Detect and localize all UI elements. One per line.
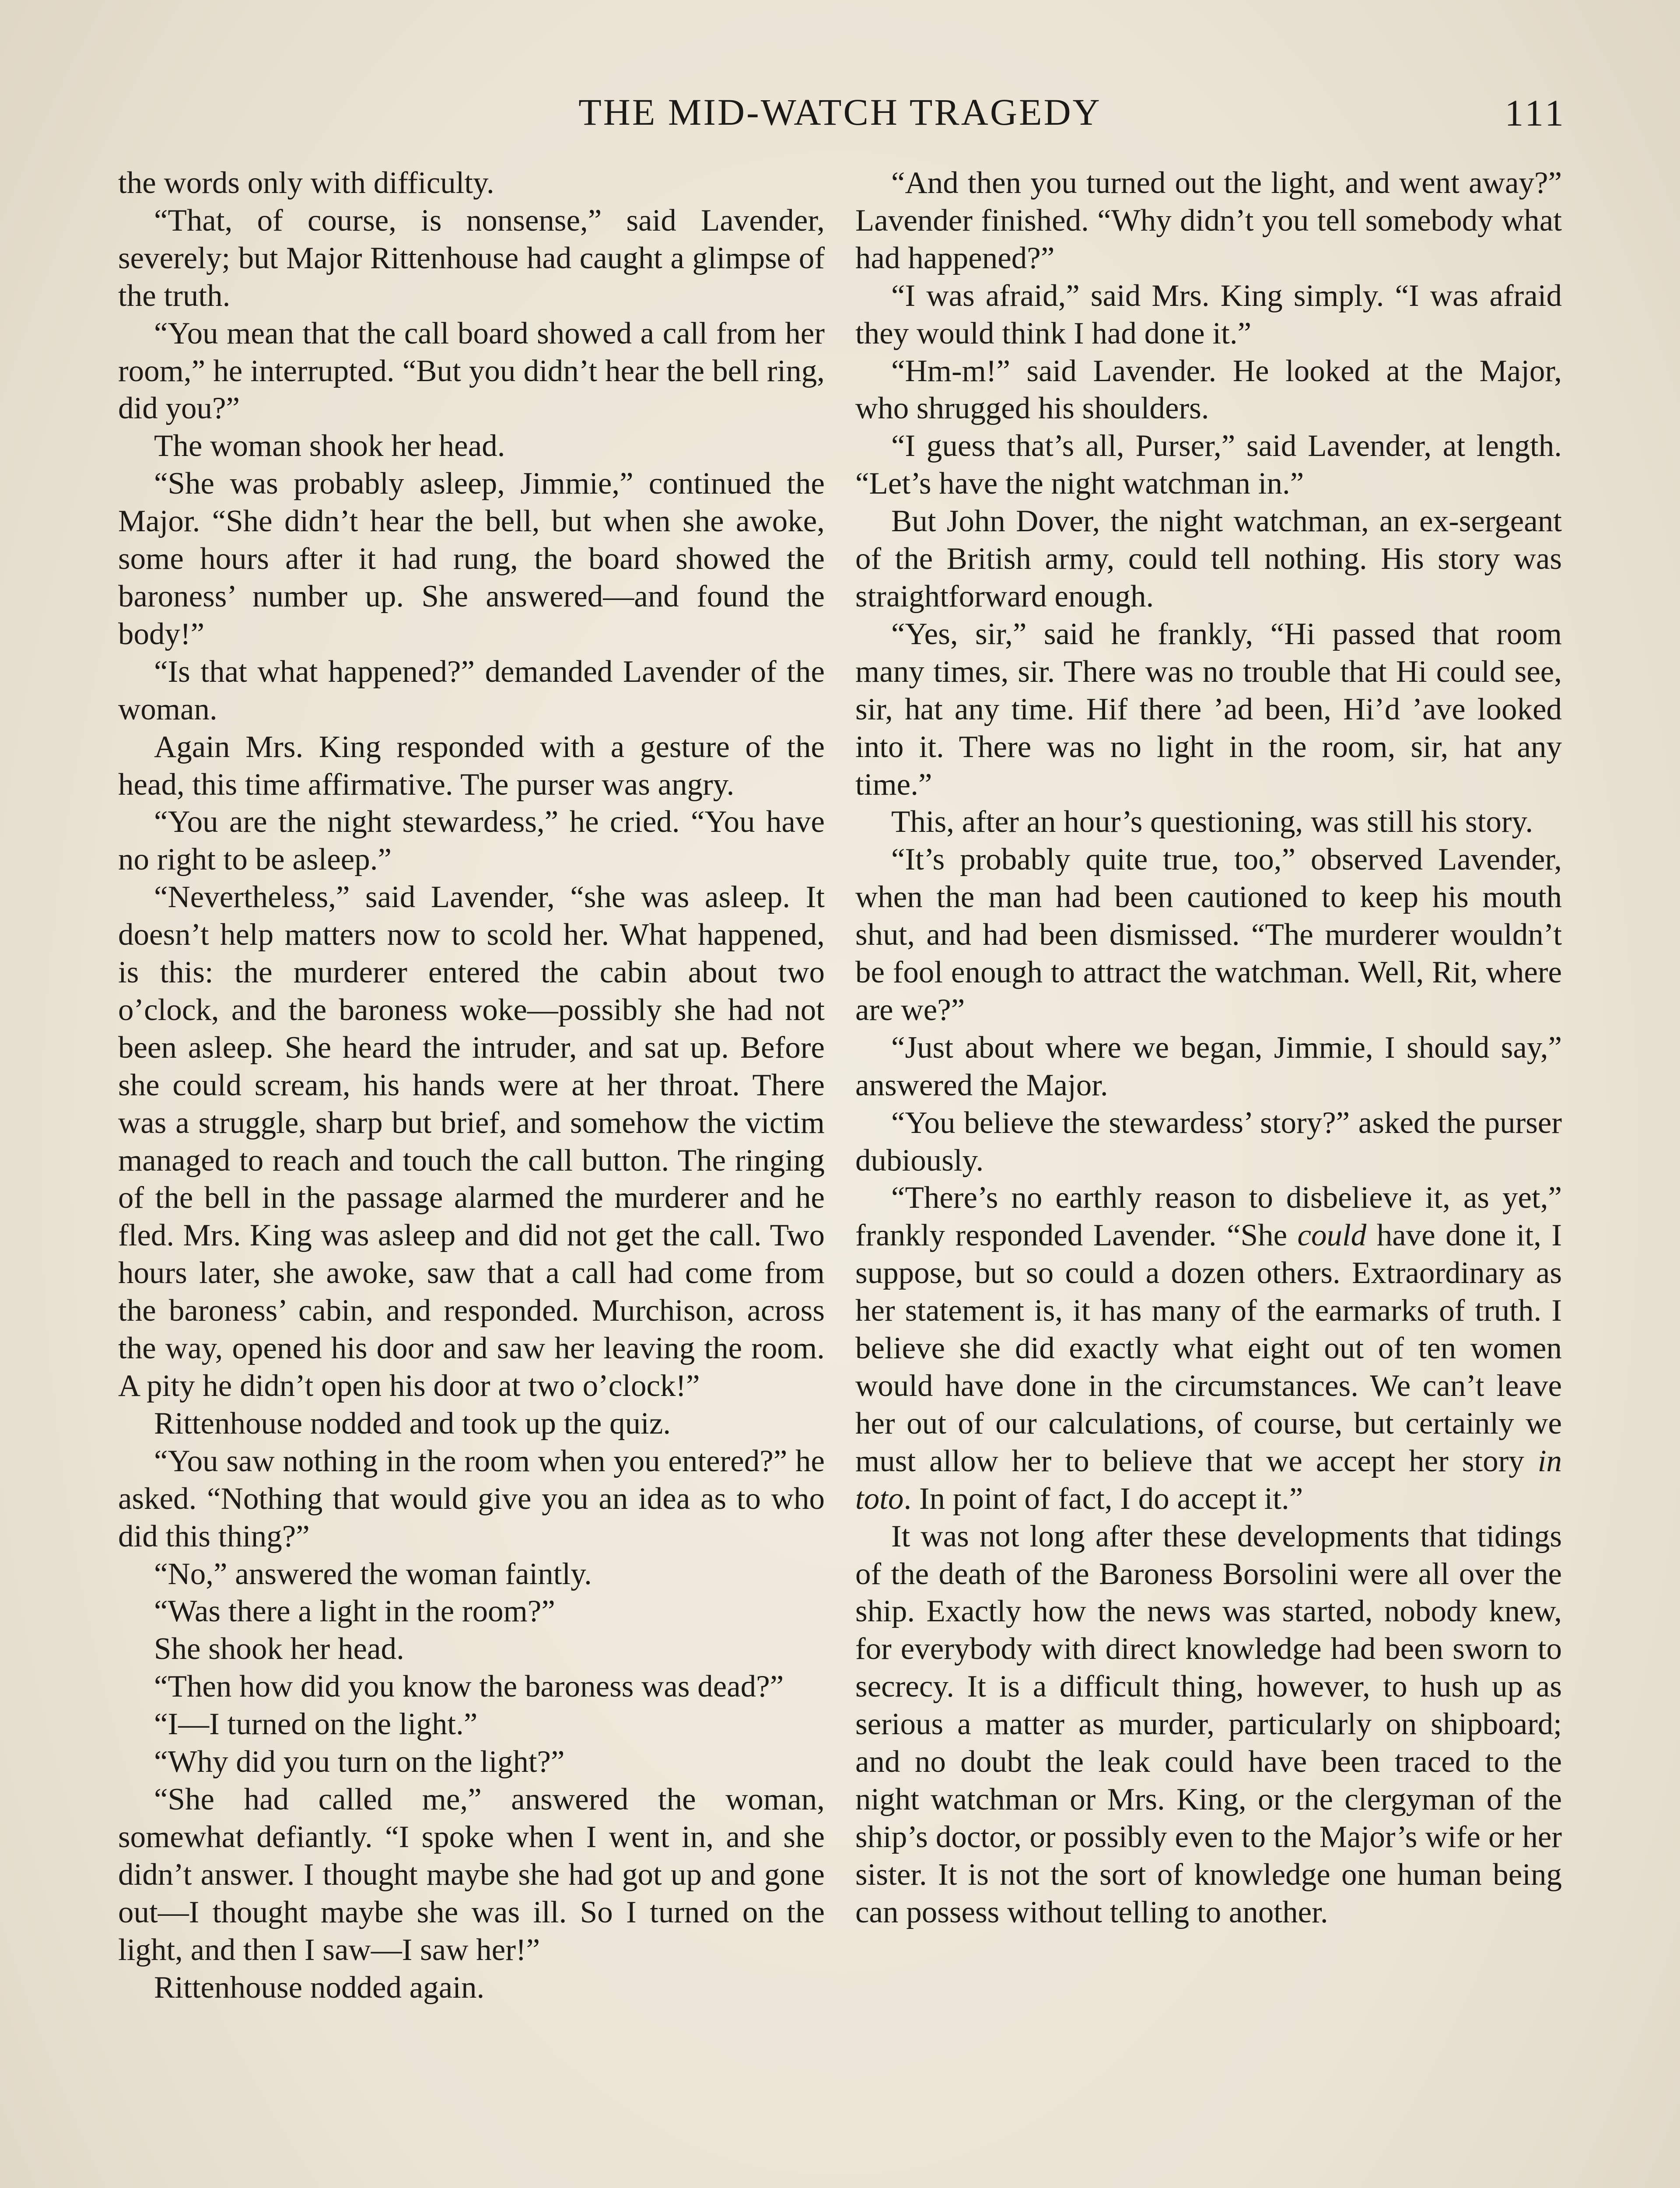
paragraph: “Yes, sir,” said he frankly, “Hi passed that room many times, sir. There was no trouble that Hi could see, sir, hat any time. Hif there ’ad been, Hi’d ’ave looked into it. There was no light in the room, sir, hat any time.”: [855, 617, 1562, 802]
paragraph: “Then how did you know the baroness was dead?”: [154, 1669, 784, 1704]
paragraph: “Nevertheless,” said Lavender, “she was asleep. It doesn’t help matters now to scold her. What happened, is this: the murderer entered the cabin about two o’clock, and the baroness woke—possibly she had not been asleep. She heard the intruder, and sat up. Before she could scream, his hands were at her throat. There was a struggle, sharp but brief, and somehow the victim managed to reach and touch the call button. The ringing of the bell in the passage alarmed the murderer and he fled. Mrs. King was asleep and did not get the call. Two hours later, she awoke, saw that a call had come from the baroness’ cabin, and responded. Murchison, across the way, opened his door and saw her leaving the room. A pity he didn’t open his door at two o’clock!”: [118, 880, 825, 1403]
paragraph: “I guess that’s all, Purser,” said Lavender, at length. “Let’s have the night watchman in.”: [855, 429, 1562, 501]
paragraph: It was not long after these developments that tidings of the death of the Baroness Borsolini were all over the ship. Exactly how the news was started, nobody knew, for everybody with direct knowledge had been sworn to secrecy. It is a difficult thing, however, to hush up as serious a matter as murder, particularly on shipboard; and no doubt the leak could have been traced to the night watchman or Mrs. King, or the clergyman of the ship’s doctor, or possibly even to the Major’s wife or her sister. It is not the sort of knowledge one human being can possess without telling to another.: [855, 1519, 1562, 1929]
paragraph: “You mean that the call board showed a call from her room,” he interrupted. “But you didn’t hear the bell ring, did you?”: [118, 316, 825, 426]
paragraph: Rittenhouse nodded and took up the quiz.: [154, 1406, 671, 1441]
paragraph: “No,” answered the woman faintly.: [154, 1557, 592, 1591]
paragraph: The woman shook her head.: [154, 429, 505, 463]
paragraph: She shook her head.: [154, 1632, 404, 1666]
paragraph: “You believe the stewardess’ story?” asked the purser dubiously.: [855, 1105, 1562, 1178]
paragraph: the words only with difficulty.: [118, 166, 494, 200]
paragraph: “Is that what happened?” demanded Lavender of the woman.: [118, 654, 825, 726]
left-text-column: [118, 165, 825, 2006]
paragraph: “She had called me,” answered the woman, somewhat defiantly. “I spoke when I went in, and she didn’t answer. I thought maybe she had got up and gone out—I thought maybe she was ill. So I turned on the light, and then I saw—I saw her!”: [118, 1782, 825, 1967]
paragraph: “Was there a light in the room?”: [154, 1594, 555, 1629]
paragraph: “I—I turned on the light.”: [154, 1707, 478, 1742]
paragraph: But John Dover, the night watchman, an ex-sergeant of the British army, could tell nothing. His story was straightforward enough.: [855, 504, 1562, 614]
running-title: THE MID-WATCH TRAGEDY: [578, 91, 1102, 133]
paragraph: “Just about where we began, Jimmie, I should say,” answered the Major.: [855, 1030, 1562, 1102]
right-text-column: [855, 165, 1562, 1932]
paragraph: “You saw nothing in the room when you entered?” he asked. “Nothing that would give you an idea as to who did this thing?”: [118, 1444, 825, 1553]
paragraph: “There’s no earthly reason to disbelieve it, as yet,” frankly responded Lavender. “She could have done it, I suppose, but so could a dozen others. Extraordinary as her statement is, it has many of the earmarks of truth. I believe she did exactly what eight out of ten women would have done in the circumstances. We can’t leave her out of our calculations, of course, but certainly we must allow her to believe that we accept her story in toto. In point of fact, I do accept it.”: [855, 1181, 1562, 1516]
paragraph: “You are the night stewardess,” he cried. “You have no right to be asleep.”: [118, 805, 825, 877]
page-header: [0, 90, 1680, 143]
paragraph: “Why did you turn on the light?”: [154, 1745, 565, 1779]
paragraph: “I was afraid,” said Mrs. King simply. “I was afraid they would think I had done it.”: [855, 278, 1562, 351]
paragraph: Rittenhouse nodded again.: [154, 1970, 485, 2005]
paragraph: “It’s probably quite true, too,” observed Lavender, when the man had been cautioned to keep his mouth shut, and had been dismissed. “The murderer wouldn’t be fool enough to attract the watchman. Well, Rit, where are we?”: [855, 842, 1562, 1027]
paragraph: This, after an hour’s questioning, was still his story.: [891, 805, 1533, 839]
paragraph: “That, of course, is nonsense,” said Lavender, severely; but Major Rittenhouse had caught a glimpse of the truth.: [118, 203, 825, 313]
paragraph: “Hm-m!” said Lavender. He looked at the Major, who shrugged his shoulders.: [855, 354, 1562, 426]
page-number: 111: [1505, 92, 1566, 134]
paragraph: Again Mrs. King responded with a gesture of the head, this time affirmative. The purser was angry.: [118, 729, 825, 802]
paragraph: “She was probably asleep, Jimmie,” continued the Major. “She didn’t hear the bell, but when she awoke, some hours after it had rung, the board showed the baroness’ number up. She answered—and found the body!”: [118, 466, 825, 651]
paragraph: “And then you turned out the light, and went away?” Lavender finished. “Why didn’t you tell somebody what had happened?”: [855, 166, 1562, 275]
